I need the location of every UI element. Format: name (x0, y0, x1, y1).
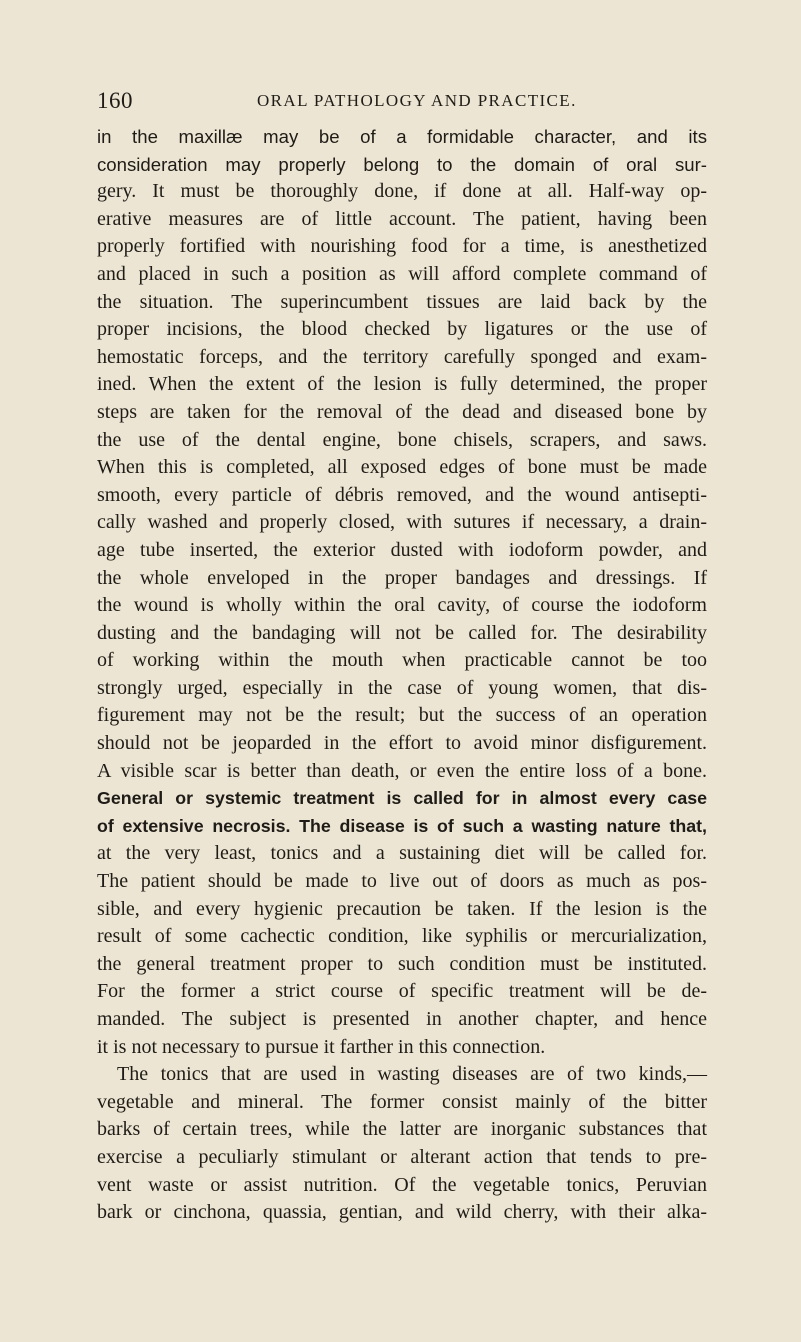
text-line: consideration may properly belong to the domain of oral sur- (97, 153, 707, 175)
text-line: figurement may not be the result; but the success of an operation (97, 704, 707, 727)
text-line: exercise a peculiarly stimulant or alterant action that tends to pre- (97, 1145, 707, 1168)
running-title: ORAL PATHOLOGY AND PRACTICE. (257, 91, 577, 110)
text-line: should not be jeoparded in the effort to avoid minor disfigurement. (97, 732, 707, 755)
text-line: strongly urged, especially in the case of young women, that dis- (97, 676, 707, 699)
text-line: and placed in such a position as will afford complete command of (97, 262, 707, 285)
text-line: of extensive necrosis. The disease is of such a wasting nature that, (97, 815, 707, 836)
text-line: hemostatic forceps, and the territory carefully sponged and exam- (97, 345, 707, 368)
text-line: The tonics that are used in wasting diseases are of two kinds,— (117, 1063, 707, 1086)
text-line: it is not necessary to pursue it farther in this connection. (97, 1035, 546, 1058)
text-line: proper incisions, the blood checked by ligatures or the use of (97, 318, 707, 341)
text-line: vent waste or assist nutrition. Of the vegetable tonics, Peruvian (97, 1173, 707, 1196)
text-line: dusting and the bandaging will not be called for. The desirability (97, 621, 707, 644)
text-line: When this is completed, all exposed edges of bone must be made (97, 456, 707, 479)
text-line: manded. The subject is presented in another chapter, and hence (97, 1008, 707, 1030)
page-number: 160 (97, 88, 133, 113)
text-line: the general treatment proper to such condition must be instituted. (97, 952, 707, 975)
text-line: bark or cinchona, quassia, gentian, and wild cherry, with their alka- (97, 1201, 707, 1224)
text-line: barks of certain trees, while the latter are inorganic substances that (97, 1118, 707, 1141)
text-line: erative measures are of little account. The patient, having been (97, 207, 707, 230)
text-line: the whole enveloped in the proper bandages and dressings. If (97, 566, 707, 589)
text-line: age tube inserted, the exterior dusted with iodoform powder, and (97, 538, 707, 561)
text-line: in the maxillæ may be of a formidable character, and its (97, 126, 707, 147)
text-line: the wound is wholly within the oral cavity, of course the iodoform (97, 594, 707, 617)
text-line: properly fortified with nourishing food for a time, is anesthetized (97, 235, 707, 258)
text-line: gery. It must be thoroughly done, if done at all. Half-way op- (97, 180, 707, 203)
text-line: the situation. The superincumbent tissues are laid back by the (97, 290, 707, 313)
running-head (97, 88, 707, 114)
text-line: sible, and every hygienic precaution be taken. If the lesion is the (97, 897, 707, 920)
text-line: steps are taken for the removal of the dead and diseased bone by (97, 400, 707, 423)
body-text (97, 123, 707, 1227)
text-line: For the former a strict course of specific treatment will be de- (97, 980, 707, 1003)
text-line: cally washed and properly closed, with sutures if necessary, a drain- (97, 511, 707, 534)
text-line: the use of the dental engine, bone chisels, scrapers, and saws. (97, 428, 707, 451)
text-line: smooth, every particle of débris removed, and the wound antisepti- (97, 483, 707, 506)
text-line: A visible scar is better than death, or even the entire loss of a bone. (97, 759, 707, 782)
text-line: The patient should be made to live out of doors as much as pos- (97, 870, 707, 893)
text-line: of working within the mouth when practicable cannot be too (97, 649, 707, 672)
text-line: ined. When the extent of the lesion is fully determined, the proper (97, 373, 707, 396)
text-line: General or systemic treatment is called for in almost every case (97, 788, 707, 809)
text-line: at the very least, tonics and a sustaining diet will be called for. (97, 842, 707, 865)
text-line: vegetable and mineral. The former consist mainly of the bitter (97, 1090, 707, 1113)
text-line: result of some cachectic condition, like syphilis or mercurialization, (97, 925, 707, 948)
